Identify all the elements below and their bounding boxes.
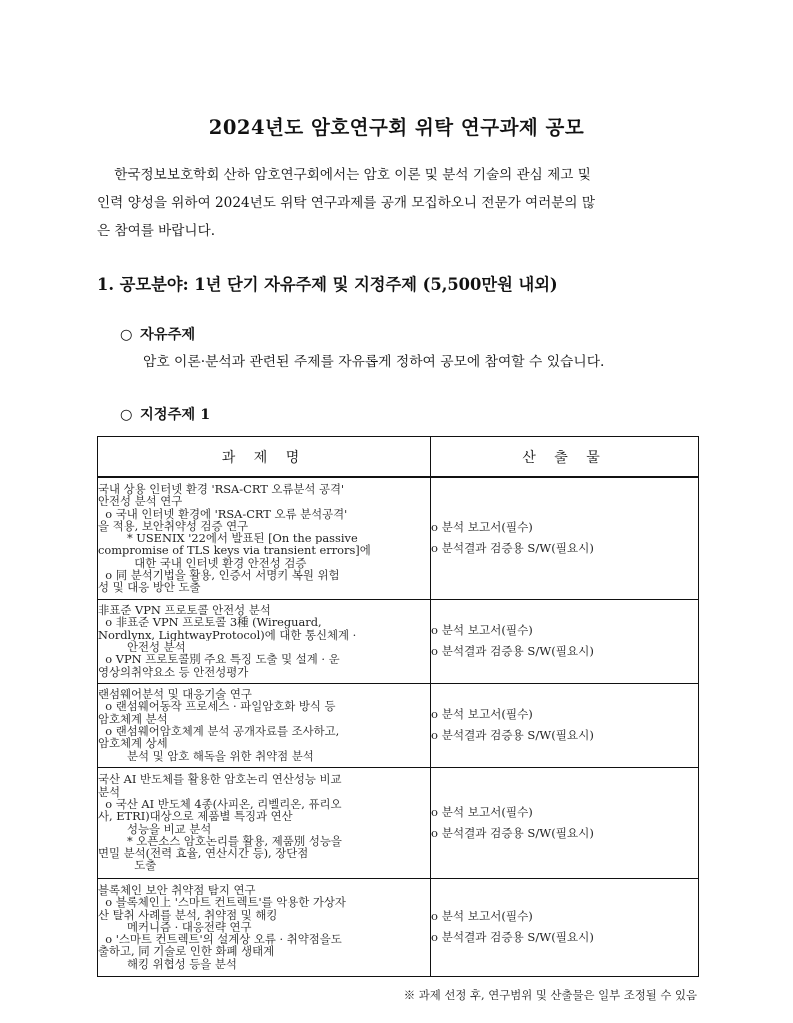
- free-topic-label: 자유주제: [140, 327, 196, 343]
- table-row: [98, 599, 699, 683]
- topic-line: compromise of TLS keys via transient errors]에: [98, 544, 371, 557]
- topic-line: 도출: [98, 859, 157, 872]
- footnote: ※ 과제 선정 후, 연구범위 및 산출물은 일부 조정될 수 있음: [403, 988, 697, 1002]
- topic-line: 메커니즘 · 대응전략 연구: [98, 920, 252, 934]
- intro-line: 인력 양성을 위하여 2024년도 위탁 연구과제를 공개 모집하오니 전문가 여러분의 많: [97, 195, 596, 211]
- topic-line: o 랜섬웨어동작 프로세스 · 파일암호화 방식 등: [98, 700, 336, 713]
- free-topic-description: 암호 이론·분석과 관련된 주제를 자유롭게 정하여 공모에 참여할 수 있습니다.: [143, 354, 605, 370]
- topic-line: 암호체계 분석: [98, 712, 168, 725]
- output-item: o 분석 보고서(필수): [431, 520, 533, 535]
- table-header-row: [98, 437, 699, 478]
- topic-table: [97, 436, 699, 977]
- intro-line: 은 참여를 바랍니다.: [97, 223, 216, 239]
- topic-line: o 국내 인터넷 환경에 'RSA-CRT 오류 분석공격': [98, 507, 348, 520]
- output-item: o 분석 보고서(필수): [431, 804, 533, 819]
- designated-topic-heading: [120, 404, 210, 424]
- output-cell: [431, 683, 699, 767]
- output-cell: [431, 599, 699, 683]
- output-item: o 분석결과 검증용 S/W(필요시): [431, 728, 594, 742]
- output-cell: [431, 477, 699, 599]
- table-row: [98, 878, 699, 976]
- circle-bullet-icon: ○: [120, 327, 133, 343]
- intro-line: 한국정보보호학회 산하 암호연구회에서는 암호 이론 및 분석 기술의 관심 제고 및: [97, 167, 591, 183]
- topic-line: 블록체인 보안 취약점 탐지 연구: [98, 883, 256, 897]
- topic-line: 국내 상용 인터넷 환경 'RSA-CRT 오류분석 공격': [98, 482, 345, 496]
- output-cell: [431, 878, 699, 976]
- output-item: o 분석 보고서(필수): [431, 909, 533, 923]
- topic-line: 암호체계 상세: [98, 737, 168, 750]
- intro-paragraph: [97, 161, 700, 245]
- free-topic-heading: [120, 324, 195, 344]
- designated-topic-label: 지정주제 1: [140, 407, 211, 423]
- topic-line: 을 적용, 보안취약성 검증 연구: [98, 519, 249, 533]
- topic-line: 출하고, 同 기술로 인한 화폐 생태계: [98, 945, 275, 958]
- table-row: [98, 767, 699, 878]
- topic-line: o '스마트 컨트렉트'의 설계상 오류 · 취약점을도: [98, 933, 342, 946]
- output-item: o 분석결과 검증용 S/W(필요시): [431, 644, 594, 658]
- topic-line: 非표준 VPN 프로토콜 안전성 분석: [98, 604, 271, 617]
- topic-description-cell: [98, 767, 431, 878]
- topic-line: o 同 분석기법을 활용, 인증서 서명키 복원 위험: [98, 568, 340, 582]
- topic-line: * USENIX '22에서 발표된 [On the passive: [98, 532, 358, 545]
- topic-line: 분석 및 암호 해독을 위한 취약점 분석: [98, 749, 314, 762]
- topic-line: 산 탈취 사례를 분석, 취약점 및 해킹: [98, 908, 278, 921]
- page-title: 2024년도 암호연구회 위탁 연구과제 공모: [208, 116, 585, 139]
- topic-description-cell: [98, 878, 431, 976]
- topic-line: 대한 국내 인터넷 환경 안전성 검증: [98, 556, 307, 569]
- output-item: o 분석결과 검증용 S/W(필요시): [431, 930, 594, 944]
- column-header-topic: 과 제 명: [98, 437, 431, 478]
- output-item: o 분석 보고서(필수): [431, 623, 533, 637]
- topic-line: 안전성 분석: [98, 641, 186, 654]
- topic-description-cell: [98, 683, 431, 767]
- topic-description-cell: [98, 599, 431, 683]
- topic-line: * 오픈소스 암호논리를 활용, 제품別 성능을: [98, 834, 342, 848]
- topic-line: 사, ETRI)대상으로 제품별 특징과 연산: [98, 810, 293, 823]
- topic-line: 성 및 대응 방안 도출: [98, 581, 201, 594]
- topic-line: o 랜섬웨어암호체계 분석 공개자료를 조사하고,: [98, 725, 340, 738]
- column-header-output: 산 출 물: [431, 437, 699, 478]
- topic-line: o 블록체인上 '스마트 컨트렉트'를 악용한 가상자: [98, 896, 346, 909]
- topic-description-cell: [98, 477, 431, 599]
- topic-line: o 국산 AI 반도체 4종(사피온, 리벨리온, 퓨리오: [98, 797, 342, 811]
- circle-bullet-icon: ○: [120, 407, 133, 423]
- output-item: o 분석 보고서(필수): [431, 707, 533, 721]
- table-row: [98, 477, 699, 599]
- output-item: o 분석결과 검증용 S/W(필요시): [431, 825, 594, 840]
- output-item: o 분석결과 검증용 S/W(필요시): [431, 541, 594, 556]
- topic-line: 국산 AI 반도체를 활용한 암호논리 연산성능 비교: [98, 773, 342, 786]
- topic-line: o VPN 프로토콜別 주요 특징 도출 및 설계 · 운: [98, 653, 340, 666]
- output-cell: [431, 767, 699, 878]
- table-row: [98, 683, 699, 767]
- topic-line: 랜섬웨어분석 및 대응기술 연구: [98, 688, 252, 701]
- topic-line: 영상의취약요소 등 안전성평가: [98, 665, 249, 678]
- topic-line: 면밀 분석(전력 효율, 연산시간 등), 장단점: [98, 847, 309, 860]
- topic-line: 성능을 비교 분석: [98, 822, 212, 835]
- topic-line: 해킹 위협성 등을 분석: [98, 957, 237, 971]
- topic-line: 안전성 분석 연구: [98, 495, 183, 508]
- section-heading: 1. 공모분야: 1년 단기 자유주제 및 지정주제 (5,500만원 내외): [97, 275, 558, 294]
- topic-line: Nordlynx, LightwayProtocol)에 대한 통신체계 ·: [98, 628, 357, 641]
- topic-line: o 非표준 VPN 프로토콜 3種 (Wireguard,: [98, 616, 322, 629]
- topic-line: 분석: [98, 785, 121, 798]
